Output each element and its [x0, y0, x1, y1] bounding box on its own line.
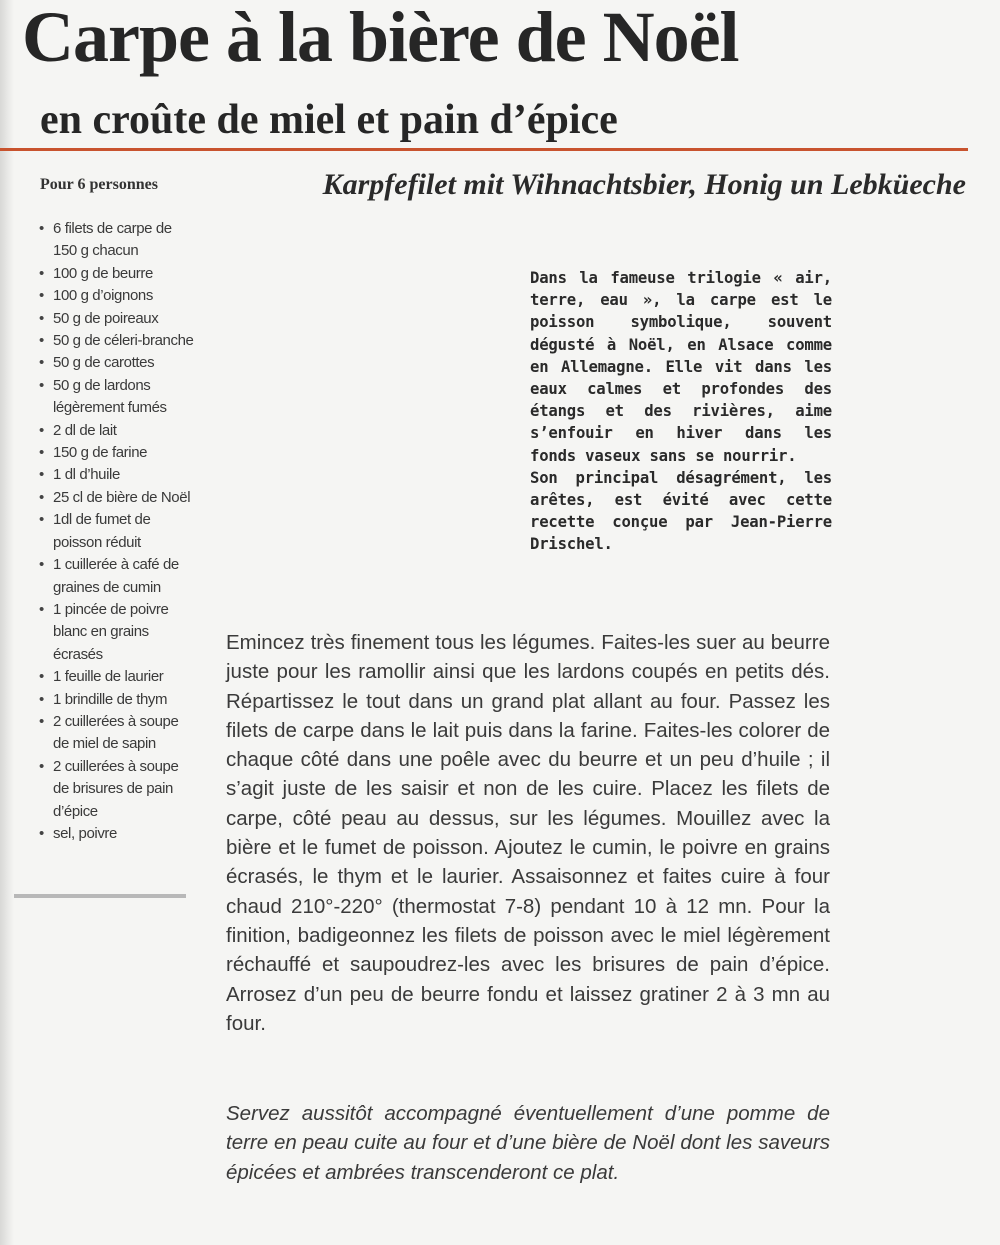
servings-label: Pour 6 personnes — [40, 176, 158, 193]
intro-text — [530, 267, 832, 556]
ingredient-list — [36, 218, 196, 845]
ingredient-item: • 2 dl de lait — [36, 420, 196, 442]
ingredient-item: • 1 cuillerée à café de graines de cumin — [36, 554, 196, 599]
ingredient-item: • 50 g de lardons légèrement fumés — [36, 375, 196, 420]
ingredient-item: • 1 feuille de laurier — [36, 666, 196, 688]
recipe-subtitle: en croûte de miel et pain d’épice — [40, 97, 618, 143]
ingredient-item: • 1 brindille de thym — [36, 689, 196, 711]
ingredient-item: • 100 g d’oignons — [36, 285, 196, 307]
ingredient-item: • sel, poivre — [36, 823, 196, 845]
ingredient-item: • 150 g de farine — [36, 442, 196, 464]
ingredient-item: • 1 dl d’huile — [36, 464, 196, 486]
german-title: Karpfefilet mit Wihnachtsbier, Honig un Lebküeche — [322, 168, 966, 201]
recipe-title: Carpe à la bière de Noël — [22, 0, 739, 77]
ingredient-item: • 6 filets de carpe de 150 g chacun — [36, 218, 196, 263]
intro-paragraph: Son principal désagrément, les arêtes, est évité avec cette recette conçue par Jean-Pierre Drischel. — [530, 468, 832, 554]
ingredient-item: • 1dl de fumet de poisson réduit — [36, 509, 196, 554]
ingredient-item: • 2 cuillerées à soupe de miel de sapin — [36, 711, 196, 756]
title-divider — [0, 148, 968, 151]
ingredient-item: • 100 g de beurre — [36, 263, 196, 285]
ingredient-item: • 2 cuillerées à soupe de brisures de pain d’épice — [36, 756, 196, 823]
page-gutter-shadow — [0, 0, 14, 1245]
intro-paragraph: Dans la fameuse trilogie « air, terre, eau », la carpe est le poisson symbolique, souvent dégusté à Noël, en Alsace comme en Allemagne. Elle vit dans les eaux calmes et profondes des étangs et des rivières, aime s’enfouir en hiver dans les fonds vaseux sans se nourrir. — [530, 269, 832, 465]
ingredient-item: • 1 pincée de poivre blanc en grains écrasés — [36, 599, 196, 666]
ingredient-item: • 50 g de carottes — [36, 352, 196, 374]
sidebar-divider — [14, 894, 186, 898]
ingredient-item: • 50 g de poireaux — [36, 308, 196, 330]
method-text: Emincez très finement tous les légumes. Faites-les suer au beurre juste pour les ramollir ainsi que les lardons coupés en petits dés. Répartissez le tout dans un grand plat allant au four. Passez les filets de carpe dans le lait puis dans la farine. Faites-les colorer de chaque côté dans une poêle avec du beurre et un peu d’huile ; il s’agit juste de les saisir et non de les cuire. Placez les filets de carpe, côté peau au dessus, sur les légumes. Mouillez avec la bière et le fumet de poisson. Ajoutez le cumin, le poivre en grains écrasés, le thym et le laurier. Assaisonnez et faites cuire à four chaud 210°-220° (thermostat 7-8) pendant 10 à 12 mn. Pour la finition, badigeonnez les filets de poisson avec le miel légèrement réchauffé et saupoudrez-les avec les brisures de pain d’épice. Arrosez d’un peu de beurre fondu et laissez gratiner 2 à 3 mn au four. — [226, 631, 830, 1035]
ingredient-item: • 50 g de céleri-branche — [36, 330, 196, 352]
ingredient-item: • 25 cl de bière de Noël — [36, 487, 196, 509]
serving-note: Servez aussitôt accompagné éventuellement d’une pomme de terre en peau cuite au four et d’une bière de Noël dont les saveurs épicées et ambrées transcenderont ce plat. — [226, 1102, 830, 1184]
